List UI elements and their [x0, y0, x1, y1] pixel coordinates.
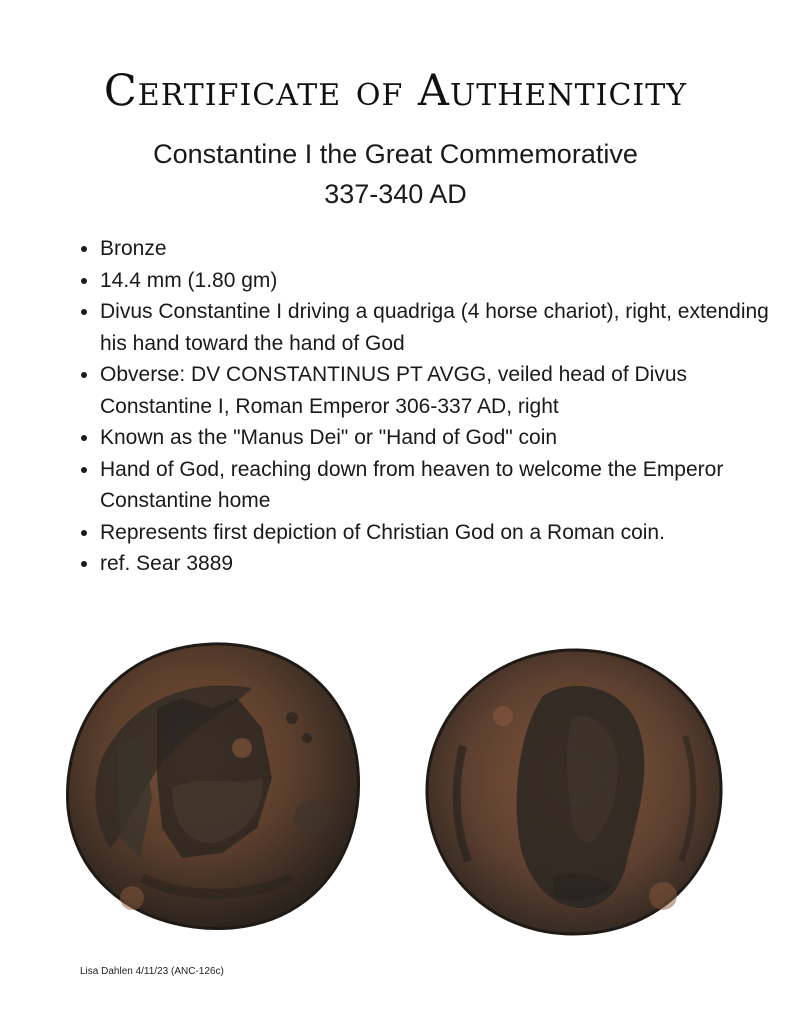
spec-known-as: • Known as the "Manus Dei" or "Hand of God" coin — [100, 422, 780, 454]
spec-significance: • Represents first depiction of Christian God on a Roman coin. — [100, 517, 780, 549]
certificate-title: Certificate of Authenticity — [103, 66, 688, 116]
spec-size-weight: • 14.4 mm (1.80 gm) — [100, 265, 780, 297]
spec-hand-of-god: • Hand of God, reaching down from heaven to welcome the Emperor Constantine home — [100, 454, 780, 517]
spec-reference: • ref. Sear 3889 — [100, 548, 780, 580]
spec-reverse-description: • Divus Constantine I driving a quadriga (4 horse chariot), right, extending his hand toward the hand of God — [100, 296, 780, 359]
coin-date-range: 337-340 AD — [324, 179, 467, 209]
spec-obverse-description: • Obverse: DV CONSTANTINUS PT AVGG, veiled head of Divus Constantine I, Roman Emperor 306-337 AD, right — [100, 359, 780, 422]
coin-reverse-image — [62, 638, 364, 934]
specification-list — [76, 233, 780, 580]
coin-obverse-image — [423, 646, 725, 938]
coin-name: Constantine I the Great Commemorative — [153, 139, 638, 169]
footer-credit: Lisa Dahlen 4/11/23 (ANC-126c) — [80, 966, 224, 977]
spec-material: • Bronze — [100, 233, 780, 265]
